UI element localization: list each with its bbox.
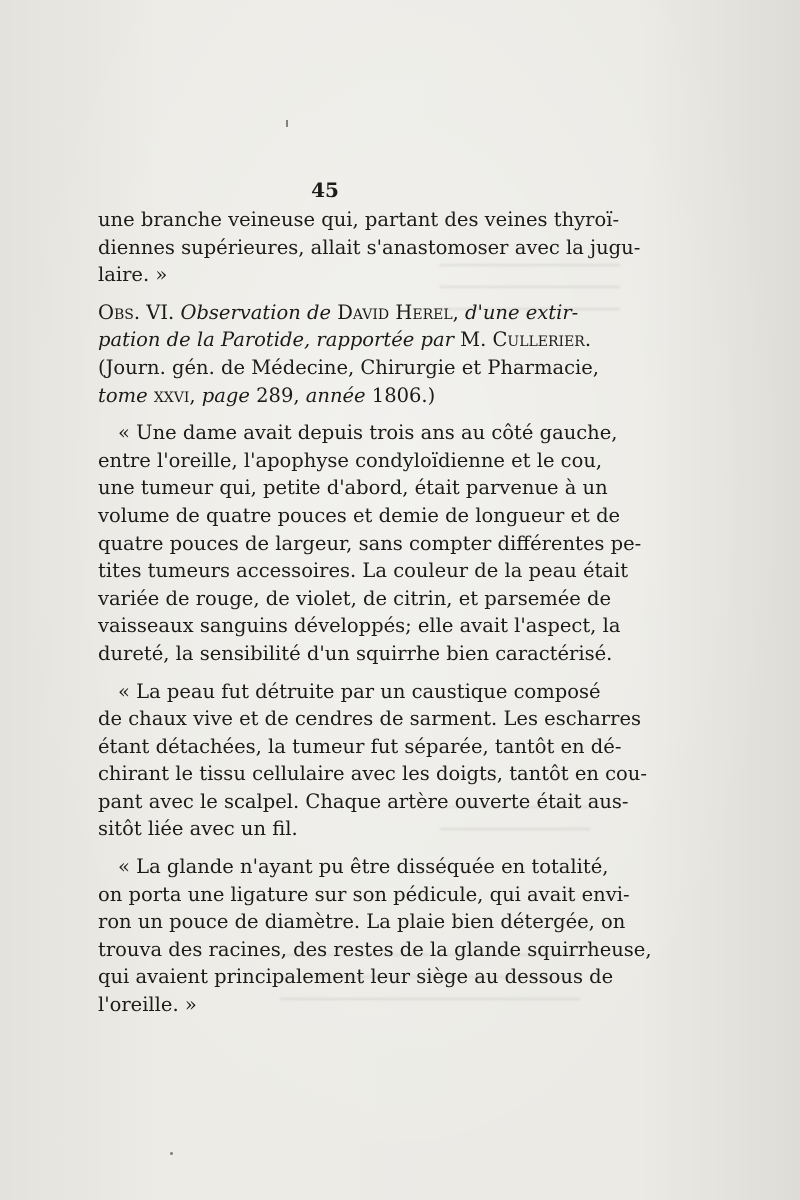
observation-heading bbox=[98, 299, 599, 409]
obs-title-italic: d'une extir- bbox=[465, 300, 579, 324]
text-line: on porta une ligature sur son pédicule, qui avait envi- bbox=[98, 882, 630, 906]
text-line: sitôt liée avec un fil. bbox=[98, 817, 298, 841]
text-line: quatre pouces de largeur, sans compter différentes pe- bbox=[98, 531, 642, 555]
obs-title-italic: pation de la Parotide, rapportée par bbox=[98, 328, 454, 352]
citation-year: 1806.) bbox=[371, 383, 436, 407]
text-line bbox=[98, 382, 568, 410]
text-line: « Une dame avait depuis trois ans au côté gauche, bbox=[118, 421, 618, 445]
text-line: dureté, la sensibilité d'un squirrhe bien caractérisé. bbox=[98, 641, 613, 665]
obs-title-plain: M. bbox=[460, 328, 487, 352]
citation-label: tome bbox=[98, 383, 148, 407]
text-line: chirant le tissu cellulaire avec les doigts, tantôt en cou- bbox=[98, 762, 647, 786]
text-line: laire. » bbox=[98, 263, 168, 287]
text-line: une branche veineuse qui, partant des veines thyroï- bbox=[98, 208, 620, 231]
citation-page: 289, bbox=[256, 383, 300, 407]
page-number: 45 bbox=[311, 178, 339, 202]
text-line: diennes supérieures, allait s'anastomoser avec la jugu- bbox=[98, 235, 641, 259]
citation-label: page bbox=[201, 383, 250, 407]
obs-reporter: Cullerier. bbox=[492, 328, 592, 352]
text-line: tites tumeurs accessoires. La couleur de la peau était bbox=[98, 559, 629, 583]
citation-volume: xxvi, bbox=[153, 383, 196, 407]
text-line: l'oreille. » bbox=[98, 993, 197, 1017]
text-line bbox=[98, 299, 579, 327]
obs-title-italic: Observation de bbox=[180, 300, 332, 324]
text-line: volume de quatre pouces et demie de longueur et de bbox=[98, 503, 621, 527]
text-line: pant avec le scalpel. Chaque artère ouverte était aus- bbox=[98, 789, 629, 813]
text-line: (Journ. gén. de Médecine, Chirurgie et Pharmacie, bbox=[98, 355, 599, 379]
ink-speck bbox=[170, 1152, 173, 1155]
text-line: vaisseaux sanguins développés; elle avait l'aspect, la bbox=[98, 614, 621, 638]
text-line: « La peau fut détruite par un caustique composé bbox=[118, 679, 601, 703]
text-line: entre l'oreille, l'apophyse condyloïdienne et le cou, bbox=[98, 448, 603, 472]
obs-author: David Herel, bbox=[337, 300, 459, 324]
body-text bbox=[98, 206, 652, 1019]
citation-label: année bbox=[305, 383, 366, 407]
text-line: étant détachées, la tumeur fut séparée, tantôt en dé- bbox=[98, 734, 622, 758]
text-line: trouva des racines, des restes de la glande squirrheuse, bbox=[98, 937, 652, 961]
text-line: variée de rouge, de violet, de citrin, et parsemée de bbox=[98, 586, 612, 610]
text-line: qui avaient principalement leur siège au dessous de bbox=[98, 965, 614, 989]
ink-speck bbox=[286, 120, 288, 127]
text-line: ron un pouce de diamètre. La plaie bien détergée, on bbox=[98, 910, 626, 934]
paragraph bbox=[98, 678, 647, 844]
text-line bbox=[98, 326, 592, 354]
text-line: « La glande n'ayant pu être disséquée en totalité, bbox=[118, 855, 609, 879]
text-line: de chaux vive et de cendres de sarment. Les escharres bbox=[98, 707, 641, 731]
paragraph-continuation bbox=[98, 206, 641, 289]
paragraph bbox=[98, 419, 642, 667]
obs-label: Obs. VI. bbox=[98, 300, 175, 324]
paragraph bbox=[98, 853, 652, 1019]
text-line: une tumeur qui, petite d'abord, était parvenue à un bbox=[98, 476, 608, 500]
